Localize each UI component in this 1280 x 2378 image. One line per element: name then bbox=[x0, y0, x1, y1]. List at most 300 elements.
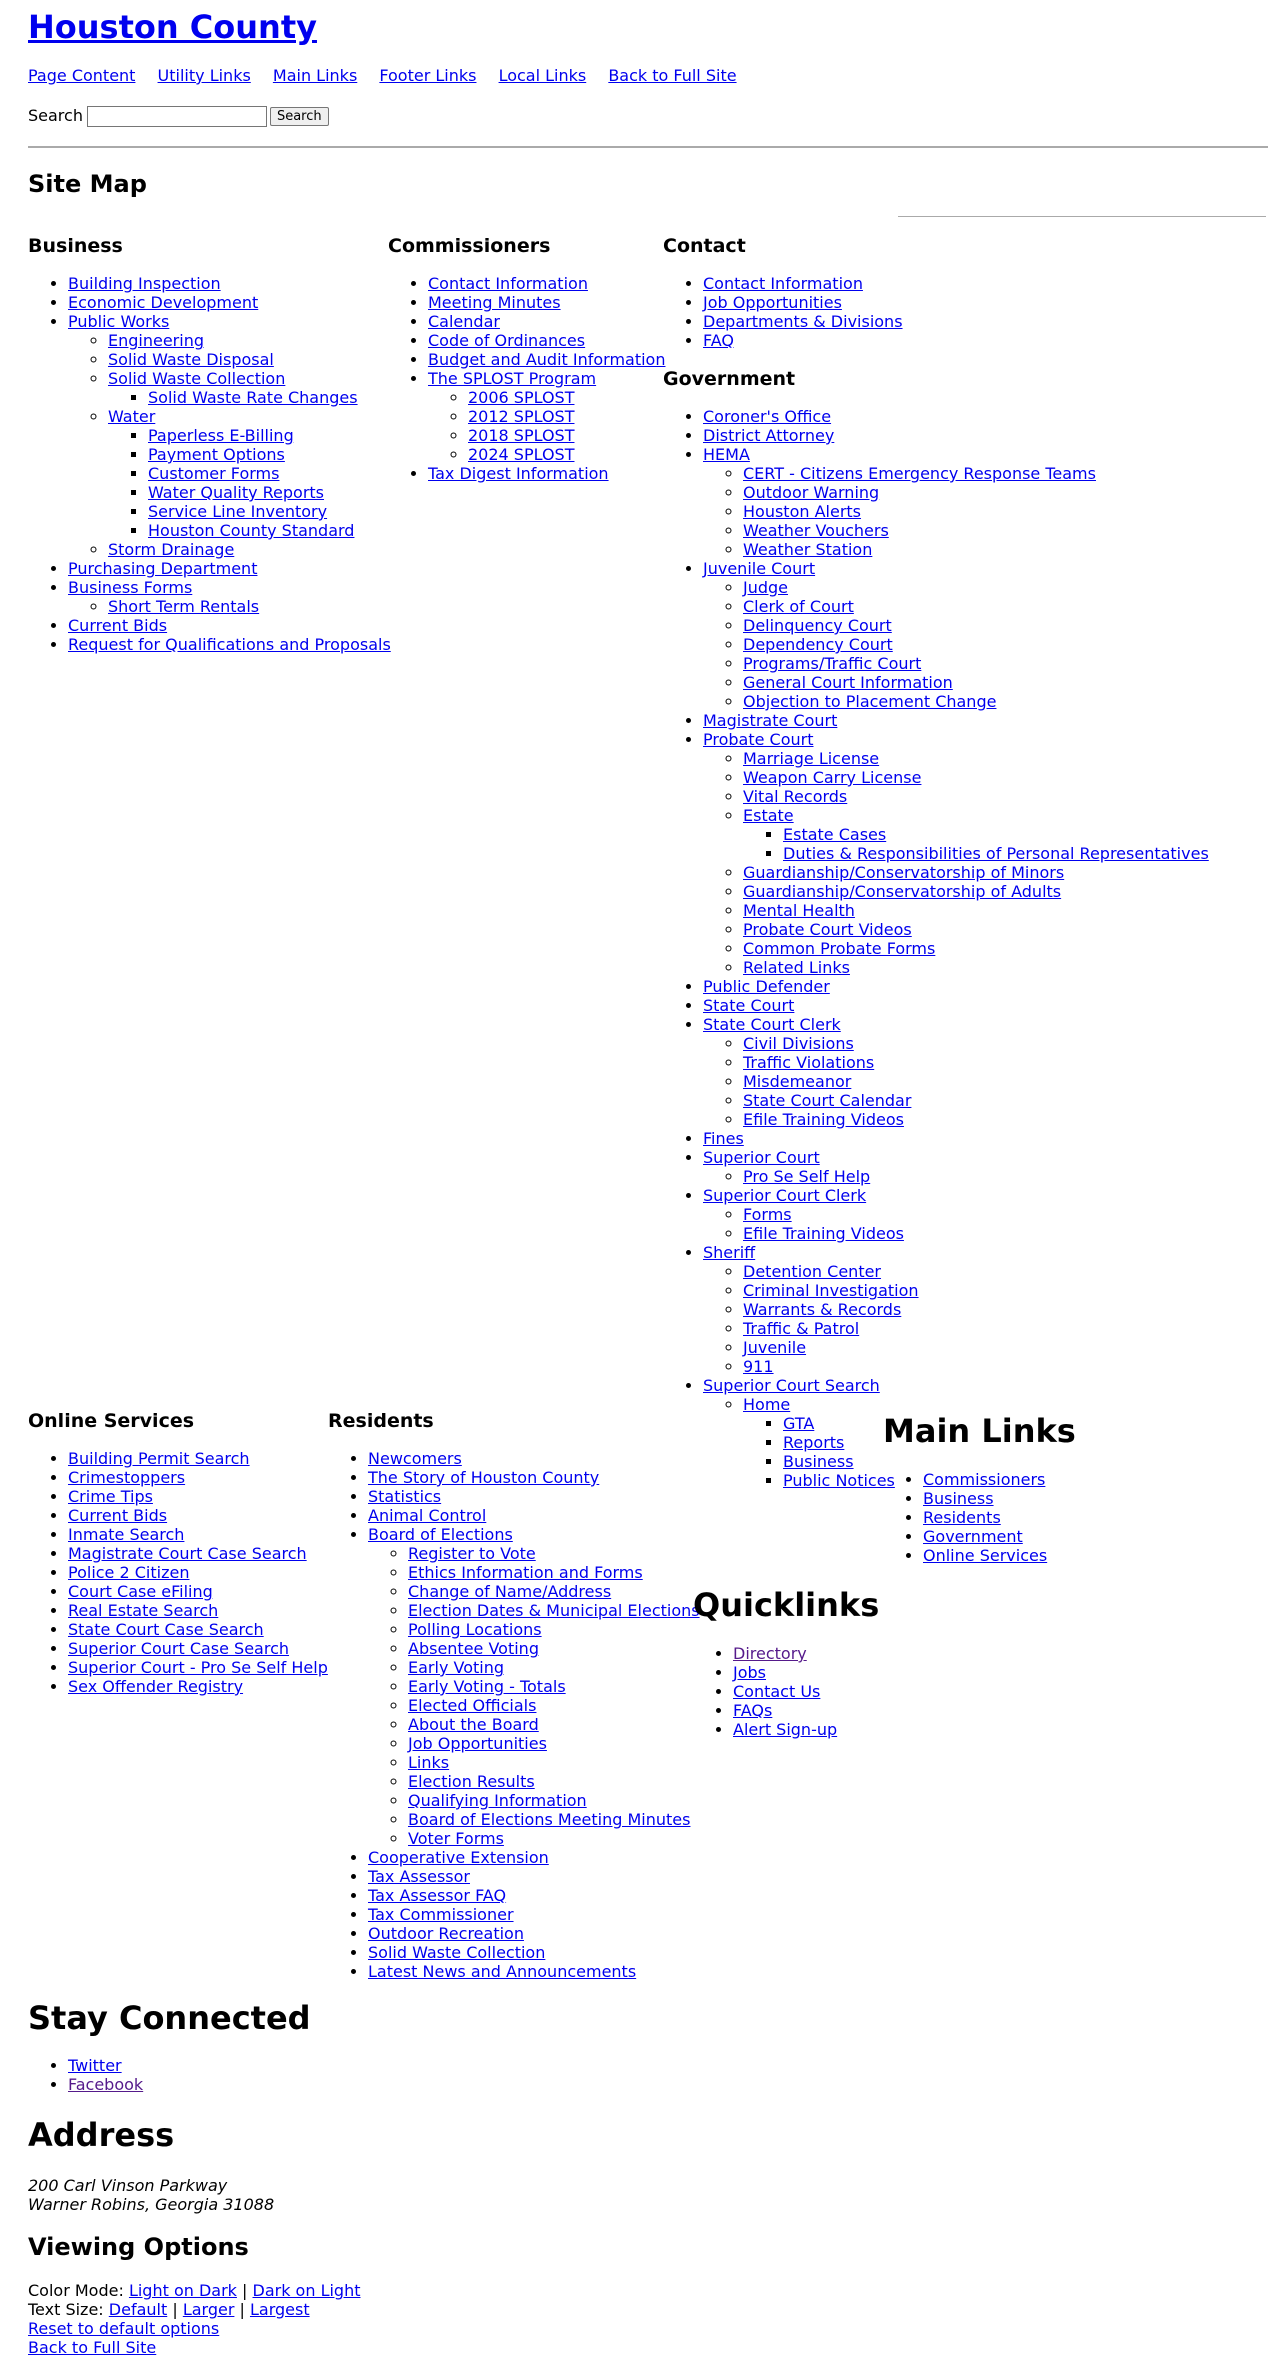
list-item bbox=[743, 464, 1209, 483]
list-item bbox=[743, 1319, 1209, 1338]
list-item bbox=[743, 502, 1209, 521]
economic-development-link[interactable]: Economic Development bbox=[68, 293, 259, 312]
skip-footer-links-link[interactable]: Footer Links bbox=[379, 66, 477, 85]
search-form bbox=[28, 106, 329, 127]
commissioners-heading: Commissioners bbox=[388, 235, 551, 257]
list-item bbox=[408, 1563, 700, 1582]
juvenile-court-link[interactable]: Juvenile Court bbox=[703, 559, 816, 578]
gta-link[interactable]: GTA bbox=[783, 1414, 815, 1433]
engineering-link[interactable]: Engineering bbox=[108, 331, 204, 350]
2024-splost-link[interactable]: 2024 SPLOST bbox=[468, 445, 575, 464]
state-court-case-search-link[interactable]: State Court Case Search bbox=[68, 1620, 264, 1639]
list-item bbox=[428, 331, 665, 350]
traffic-violations-link[interactable]: Traffic Violations bbox=[743, 1053, 875, 1072]
business-forms-link[interactable]: Business Forms bbox=[68, 578, 193, 597]
list-item bbox=[733, 1701, 879, 1720]
pro-se-self-help-link[interactable]: Pro Se Self Help bbox=[743, 1167, 871, 1186]
magistrate-court-case-search-link[interactable]: Magistrate Court Case Search bbox=[68, 1544, 307, 1563]
quicklinks-section bbox=[693, 1586, 879, 1739]
list-item bbox=[743, 616, 1209, 635]
clerk-of-court-link[interactable]: Clerk of Court bbox=[743, 597, 854, 616]
contact-information-link[interactable]: Contact Information bbox=[703, 274, 863, 293]
header-divider bbox=[28, 146, 1268, 148]
state-court-link[interactable]: State Court bbox=[703, 996, 795, 1015]
budget-and-audit-information-link[interactable]: Budget and Audit Information bbox=[428, 350, 666, 369]
commissioners-link[interactable]: Commissioners bbox=[923, 1470, 1046, 1489]
facebook-link[interactable]: Facebook bbox=[68, 2075, 144, 2094]
list-item bbox=[428, 369, 665, 464]
list-item bbox=[743, 1281, 1209, 1300]
list-item bbox=[408, 1639, 700, 1658]
list-item bbox=[68, 635, 391, 654]
list-item bbox=[743, 483, 1209, 502]
list-item bbox=[68, 1582, 328, 1601]
elected-officials-link[interactable]: Elected Officials bbox=[408, 1696, 537, 1715]
board-of-elections-meeting-minutes-link[interactable]: Board of Elections Meeting Minutes bbox=[408, 1810, 691, 1829]
weather-vouchers-link[interactable]: Weather Vouchers bbox=[743, 521, 889, 540]
misdemeanor-link[interactable]: Misdemeanor bbox=[743, 1072, 852, 1091]
page-title: Site Map bbox=[28, 170, 147, 198]
list-item bbox=[368, 1924, 700, 1943]
list-item bbox=[743, 1224, 1209, 1243]
residents-link[interactable]: Residents bbox=[923, 1508, 1001, 1527]
list-item bbox=[468, 426, 665, 445]
sub-list bbox=[68, 331, 391, 559]
sub-list bbox=[108, 388, 391, 407]
programs-traffic-court-link[interactable]: Programs/Traffic Court bbox=[743, 654, 922, 673]
job-opportunities-link[interactable]: Job Opportunities bbox=[703, 293, 842, 312]
the-story-of-houston-county-link[interactable]: The Story of Houston County bbox=[368, 1468, 600, 1487]
list-item bbox=[408, 1677, 700, 1696]
quicklinks-heading: Quicklinks bbox=[693, 1586, 880, 1624]
crime-tips-link[interactable]: Crime Tips bbox=[68, 1487, 153, 1506]
mental-health-link[interactable]: Mental Health bbox=[743, 901, 855, 920]
change-of-name-address-link[interactable]: Change of Name/Address bbox=[408, 1582, 612, 1601]
cooperative-extension-link[interactable]: Cooperative Extension bbox=[368, 1848, 549, 1867]
list-item bbox=[923, 1508, 1076, 1527]
main-links-heading: Main Links bbox=[883, 1412, 1076, 1450]
current-bids-link[interactable]: Current Bids bbox=[68, 1506, 168, 1525]
commissioners-section bbox=[388, 235, 665, 483]
government-link[interactable]: Government bbox=[923, 1527, 1023, 1546]
list-item bbox=[428, 312, 665, 331]
list-item bbox=[703, 1129, 1209, 1148]
cert-citizens-emergency-response-teams-link[interactable]: CERT - Citizens Emergency Response Teams bbox=[743, 464, 1096, 483]
list-item bbox=[743, 1262, 1209, 1281]
list-item bbox=[108, 331, 391, 350]
home-link[interactable]: Home bbox=[743, 1395, 791, 1414]
forms-link[interactable]: Forms bbox=[743, 1205, 792, 1224]
judge-link[interactable]: Judge bbox=[743, 578, 789, 597]
list-item bbox=[703, 711, 1209, 730]
jobs-link[interactable]: Jobs bbox=[733, 1663, 766, 1682]
probate-court-videos-link[interactable]: Probate Court Videos bbox=[743, 920, 912, 939]
site-title bbox=[28, 9, 317, 45]
list-item bbox=[68, 1563, 328, 1582]
building-permit-search-link[interactable]: Building Permit Search bbox=[68, 1449, 250, 1468]
list-item bbox=[743, 1338, 1209, 1357]
list-item bbox=[408, 1829, 700, 1848]
houston-county-standard-link[interactable]: Houston County Standard bbox=[148, 521, 355, 540]
faq-link[interactable]: FAQ bbox=[703, 331, 734, 350]
weapon-carry-license-link[interactable]: Weapon Carry License bbox=[743, 768, 922, 787]
coroner-s-office-link[interactable]: Coroner's Office bbox=[703, 407, 832, 426]
list-item bbox=[408, 1582, 700, 1601]
list-item bbox=[68, 616, 391, 635]
job-opportunities-link[interactable]: Job Opportunities bbox=[408, 1734, 547, 1753]
twitter-link[interactable]: Twitter bbox=[68, 2056, 122, 2075]
links-link[interactable]: Links bbox=[408, 1753, 450, 1772]
water-link[interactable]: Water bbox=[108, 407, 156, 426]
911-link[interactable]: 911 bbox=[743, 1357, 774, 1376]
crimestoppers-link[interactable]: Crimestoppers bbox=[68, 1468, 186, 1487]
search-label: Search bbox=[28, 106, 83, 125]
inmate-search-link[interactable]: Inmate Search bbox=[68, 1525, 185, 1544]
text-size-default-link[interactable]: Default bbox=[108, 2300, 168, 2319]
business-link[interactable]: Business bbox=[783, 1452, 854, 1471]
list-item bbox=[743, 1300, 1209, 1319]
detention-center-link[interactable]: Detention Center bbox=[743, 1262, 882, 1281]
estate-cases-link[interactable]: Estate Cases bbox=[783, 825, 887, 844]
houston-alerts-link[interactable]: Houston Alerts bbox=[743, 502, 862, 521]
superior-court-case-search-link[interactable]: Superior Court Case Search bbox=[68, 1639, 290, 1658]
sheriff-link[interactable]: Sheriff bbox=[703, 1243, 756, 1262]
superior-court-search-link[interactable]: Superior Court Search bbox=[703, 1376, 880, 1395]
text-size-larger-link[interactable]: Larger bbox=[182, 2300, 235, 2319]
warrants-and-records-link[interactable]: Warrants & Records bbox=[743, 1300, 902, 1319]
viewing-options: Color Mode: Light on Dark | Dark on Light Text Size: Default | Larger | Largest Reset to default options Back to Full Site bbox=[28, 2281, 361, 2357]
request-for-qualifications-and-proposals-link[interactable]: Request for Qualifications and Proposals bbox=[68, 635, 391, 654]
list-item bbox=[743, 882, 1209, 901]
list-item bbox=[743, 1357, 1209, 1376]
early-voting-link[interactable]: Early Voting bbox=[408, 1658, 504, 1677]
common-probate-forms-link[interactable]: Common Probate Forms bbox=[743, 939, 936, 958]
list-item bbox=[703, 445, 1209, 559]
business-heading: Business bbox=[28, 235, 123, 257]
solid-waste-collection-link[interactable]: Solid Waste Collection bbox=[368, 1943, 546, 1962]
register-to-vote-link[interactable]: Register to Vote bbox=[408, 1544, 536, 1563]
list-item bbox=[743, 958, 1209, 977]
list-item bbox=[468, 445, 665, 464]
list-item bbox=[368, 1943, 700, 1962]
court-case-efiling-link[interactable]: Court Case eFiling bbox=[68, 1582, 213, 1601]
residents-section bbox=[328, 1410, 700, 1981]
light-on-dark-link[interactable]: Light on Dark bbox=[128, 2281, 237, 2300]
list-item bbox=[923, 1527, 1076, 1546]
superior-court-clerk-link[interactable]: Superior Court Clerk bbox=[703, 1186, 867, 1205]
list-item bbox=[148, 521, 391, 540]
2018-splost-link[interactable]: 2018 SPLOST bbox=[468, 426, 575, 445]
guardianship-conservatorship-of-minors-link[interactable]: Guardianship/Conservatorship of Minors bbox=[743, 863, 1065, 882]
meeting-minutes-link[interactable]: Meeting Minutes bbox=[428, 293, 561, 312]
public-notices-link[interactable]: Public Notices bbox=[783, 1471, 895, 1490]
traffic-and-patrol-link[interactable]: Traffic & Patrol bbox=[743, 1319, 860, 1338]
marriage-license-link[interactable]: Marriage License bbox=[743, 749, 880, 768]
list-item bbox=[148, 483, 391, 502]
list-item bbox=[783, 844, 1209, 863]
list-item bbox=[148, 502, 391, 521]
skip-local-links-link[interactable]: Local Links bbox=[498, 66, 587, 85]
list-item bbox=[408, 1715, 700, 1734]
sub-list bbox=[368, 1544, 700, 1848]
list-item bbox=[368, 1905, 700, 1924]
list-item bbox=[108, 369, 391, 407]
list-item bbox=[468, 407, 665, 426]
statistics-link[interactable]: Statistics bbox=[368, 1487, 442, 1506]
customer-forms-link[interactable]: Customer Forms bbox=[148, 464, 280, 483]
list-item bbox=[743, 1034, 1209, 1053]
civil-divisions-link[interactable]: Civil Divisions bbox=[743, 1034, 854, 1053]
skip-navigation bbox=[28, 66, 754, 85]
main-links-list bbox=[883, 1470, 1076, 1565]
list-item bbox=[743, 654, 1209, 673]
sub-list bbox=[703, 464, 1209, 559]
payment-options-link[interactable]: Payment Options bbox=[148, 445, 285, 464]
paperless-e-billing-link[interactable]: Paperless E-Billing bbox=[148, 426, 294, 445]
list-item bbox=[148, 464, 391, 483]
fines-link[interactable]: Fines bbox=[703, 1129, 744, 1148]
departments-and-divisions-link[interactable]: Departments & Divisions bbox=[703, 312, 903, 331]
list-item bbox=[68, 1544, 328, 1563]
list-item bbox=[743, 692, 1209, 711]
sex-offender-registry-link[interactable]: Sex Offender Registry bbox=[68, 1677, 244, 1696]
list-item bbox=[68, 274, 391, 293]
public-works-link[interactable]: Public Works bbox=[68, 312, 170, 331]
list-item bbox=[783, 825, 1209, 844]
list-item bbox=[368, 1506, 700, 1525]
list-item bbox=[408, 1753, 700, 1772]
list-item bbox=[703, 730, 1209, 977]
purchasing-department-link[interactable]: Purchasing Department bbox=[68, 559, 258, 578]
list-item bbox=[68, 1658, 328, 1677]
directory-link[interactable]: Directory bbox=[733, 1644, 807, 1663]
about-the-board-link[interactable]: About the Board bbox=[408, 1715, 539, 1734]
list-item bbox=[743, 806, 1209, 863]
search-button[interactable]: Search bbox=[270, 107, 329, 126]
animal-control-link[interactable]: Animal Control bbox=[368, 1506, 487, 1525]
current-bids-link[interactable]: Current Bids bbox=[68, 616, 168, 635]
qualifying-information-link[interactable]: Qualifying Information bbox=[408, 1791, 587, 1810]
government-list bbox=[663, 407, 1209, 1490]
district-attorney-link[interactable]: District Attorney bbox=[703, 426, 835, 445]
delinquency-court-link[interactable]: Delinquency Court bbox=[743, 616, 892, 635]
back-to-full-site-footer-link[interactable]: Back to Full Site bbox=[28, 2338, 157, 2357]
real-estate-search-link[interactable]: Real Estate Search bbox=[68, 1601, 219, 1620]
back-to-full-site-link[interactable]: Back to Full Site bbox=[608, 66, 737, 85]
list-item bbox=[428, 350, 665, 369]
service-line-inventory-link[interactable]: Service Line Inventory bbox=[148, 502, 328, 521]
site-title-link[interactable]: Houston County bbox=[28, 8, 317, 46]
online-services-heading: Online Services bbox=[28, 1410, 195, 1432]
sub-list bbox=[703, 1205, 1209, 1243]
sitemap-divider bbox=[898, 216, 1266, 217]
list-item bbox=[68, 1620, 328, 1639]
address-block bbox=[28, 2176, 274, 2214]
criminal-investigation-link[interactable]: Criminal Investigation bbox=[743, 1281, 919, 1300]
storm-drainage-link[interactable]: Storm Drainage bbox=[108, 540, 235, 559]
contact-heading: Contact bbox=[663, 235, 746, 257]
absentee-voting-link[interactable]: Absentee Voting bbox=[408, 1639, 539, 1658]
contact-information-link[interactable]: Contact Information bbox=[428, 274, 588, 293]
list-item bbox=[743, 1091, 1209, 1110]
tax-assessor-link[interactable]: Tax Assessor bbox=[368, 1867, 470, 1886]
solid-waste-collection-link[interactable]: Solid Waste Collection bbox=[108, 369, 286, 388]
vital-records-link[interactable]: Vital Records bbox=[743, 787, 848, 806]
business-list bbox=[28, 274, 391, 654]
list-item bbox=[68, 1449, 328, 1468]
list-item bbox=[703, 559, 1209, 711]
list-item bbox=[428, 274, 665, 293]
list-item bbox=[408, 1734, 700, 1753]
hema-link[interactable]: HEMA bbox=[703, 445, 750, 464]
skip-main-links-link[interactable]: Main Links bbox=[272, 66, 358, 85]
list-item bbox=[743, 521, 1209, 540]
alert-sign-up-link[interactable]: Alert Sign-up bbox=[733, 1720, 838, 1739]
sub-list bbox=[743, 825, 1209, 863]
list-item bbox=[368, 1449, 700, 1468]
list-item bbox=[703, 293, 903, 312]
early-voting-totals-link[interactable]: Early Voting - Totals bbox=[408, 1677, 566, 1696]
list-item bbox=[743, 749, 1209, 768]
list-item bbox=[368, 1867, 700, 1886]
list-item bbox=[408, 1772, 700, 1791]
residents-heading: Residents bbox=[328, 1410, 434, 1432]
list-item bbox=[743, 673, 1209, 692]
business-link[interactable]: Business bbox=[923, 1489, 994, 1508]
list-item bbox=[743, 920, 1209, 939]
list-item bbox=[68, 1525, 328, 1544]
sub-list bbox=[703, 1167, 1209, 1186]
general-court-information-link[interactable]: General Court Information bbox=[743, 673, 953, 692]
duties-and-responsibilities-of-personal-representatives-link[interactable]: Duties & Responsibilities of Personal Representatives bbox=[783, 844, 1209, 863]
tax-assessor-faq-link[interactable]: Tax Assessor FAQ bbox=[368, 1886, 507, 1905]
list-item bbox=[408, 1544, 700, 1563]
election-results-link[interactable]: Election Results bbox=[408, 1772, 535, 1791]
dependency-court-link[interactable]: Dependency Court bbox=[743, 635, 893, 654]
magistrate-court-link[interactable]: Magistrate Court bbox=[703, 711, 838, 730]
reset-options-link[interactable]: Reset to default options bbox=[28, 2319, 220, 2338]
online-services-list bbox=[28, 1449, 328, 1696]
list-item bbox=[408, 1810, 700, 1829]
list-item bbox=[68, 1639, 328, 1658]
list-item bbox=[703, 331, 903, 350]
stay-connected-list bbox=[28, 2056, 143, 2094]
polling-locations-link[interactable]: Polling Locations bbox=[408, 1620, 542, 1639]
list-item bbox=[703, 274, 903, 293]
solid-waste-disposal-link[interactable]: Solid Waste Disposal bbox=[108, 350, 274, 369]
newcomers-link[interactable]: Newcomers bbox=[368, 1449, 462, 1468]
list-item bbox=[68, 1487, 328, 1506]
police-2-citizen-link[interactable]: Police 2 Citizen bbox=[68, 1563, 190, 1582]
ethics-information-and-forms-link[interactable]: Ethics Information and Forms bbox=[408, 1563, 643, 1582]
estate-link[interactable]: Estate bbox=[743, 806, 794, 825]
list-item bbox=[733, 1720, 879, 1739]
outdoor-recreation-link[interactable]: Outdoor Recreation bbox=[368, 1924, 524, 1943]
faqs-link[interactable]: FAQs bbox=[733, 1701, 773, 1720]
2006-splost-link[interactable]: 2006 SPLOST bbox=[468, 388, 575, 407]
text-size-largest-link[interactable]: Largest bbox=[249, 2300, 310, 2319]
list-item bbox=[68, 559, 391, 578]
online-services-link[interactable]: Online Services bbox=[923, 1546, 1048, 1565]
tax-commissioner-link[interactable]: Tax Commissioner bbox=[368, 1905, 514, 1924]
text-size-label: Text Size: bbox=[28, 2300, 104, 2319]
list-item bbox=[703, 1243, 1209, 1376]
the-splost-program-link[interactable]: The SPLOST Program bbox=[428, 369, 597, 388]
superior-court-pro-se-self-help-link[interactable]: Superior Court - Pro Se Self Help bbox=[68, 1658, 328, 1677]
juvenile-link[interactable]: Juvenile bbox=[743, 1338, 807, 1357]
probate-court-link[interactable]: Probate Court bbox=[703, 730, 814, 749]
address-heading: Address bbox=[28, 2116, 175, 2154]
list-item bbox=[108, 597, 391, 616]
skip-page-content-link[interactable]: Page Content bbox=[28, 66, 136, 85]
list-item bbox=[743, 1205, 1209, 1224]
list-item bbox=[408, 1601, 700, 1620]
building-inspection-link[interactable]: Building Inspection bbox=[68, 274, 221, 293]
dark-on-light-link[interactable]: Dark on Light bbox=[252, 2281, 361, 2300]
list-item bbox=[743, 863, 1209, 882]
list-item bbox=[68, 1677, 328, 1696]
water-quality-reports-link[interactable]: Water Quality Reports bbox=[148, 483, 325, 502]
objection-to-placement-change-link[interactable]: Objection to Placement Change bbox=[743, 692, 997, 711]
list-item bbox=[923, 1546, 1076, 1565]
list-item bbox=[68, 1601, 328, 1620]
efile-training-videos-link[interactable]: Efile Training Videos bbox=[743, 1110, 904, 1129]
color-mode-label: Color Mode: bbox=[28, 2281, 124, 2300]
list-item bbox=[148, 445, 391, 464]
election-dates-and-municipal-elections-link[interactable]: Election Dates & Municipal Elections bbox=[408, 1601, 700, 1620]
reports-link[interactable]: Reports bbox=[783, 1433, 845, 1452]
superior-court-link[interactable]: Superior Court bbox=[703, 1148, 820, 1167]
public-defender-link[interactable]: Public Defender bbox=[703, 977, 830, 996]
list-item bbox=[703, 1148, 1209, 1186]
related-links-link[interactable]: Related Links bbox=[743, 958, 850, 977]
list-item bbox=[368, 1487, 700, 1506]
list-item bbox=[368, 1962, 700, 1981]
state-court-calendar-link[interactable]: State Court Calendar bbox=[743, 1091, 912, 1110]
calendar-link[interactable]: Calendar bbox=[428, 312, 500, 331]
code-of-ordinances-link[interactable]: Code of Ordinances bbox=[428, 331, 586, 350]
contact-us-link[interactable]: Contact Us bbox=[733, 1682, 821, 1701]
contact-section bbox=[663, 235, 903, 350]
board-of-elections-link[interactable]: Board of Elections bbox=[368, 1525, 513, 1544]
voter-forms-link[interactable]: Voter Forms bbox=[408, 1829, 504, 1848]
list-item bbox=[148, 426, 391, 445]
list-item bbox=[68, 312, 391, 559]
short-term-rentals-link[interactable]: Short Term Rentals bbox=[108, 597, 260, 616]
list-item bbox=[703, 426, 1209, 445]
2012-splost-link[interactable]: 2012 SPLOST bbox=[468, 407, 575, 426]
sub-list bbox=[68, 597, 391, 616]
efile-training-videos-link[interactable]: Efile Training Videos bbox=[743, 1224, 904, 1243]
sub-list bbox=[703, 578, 1209, 711]
list-item bbox=[703, 312, 903, 331]
weather-station-link[interactable]: Weather Station bbox=[743, 540, 873, 559]
latest-news-and-announcements-link[interactable]: Latest News and Announcements bbox=[368, 1962, 637, 1981]
search-input[interactable] bbox=[87, 106, 267, 127]
solid-waste-rate-changes-link[interactable]: Solid Waste Rate Changes bbox=[148, 388, 358, 407]
list-item bbox=[703, 1015, 1209, 1129]
tax-digest-information-link[interactable]: Tax Digest Information bbox=[428, 464, 609, 483]
sub-list bbox=[703, 749, 1209, 977]
state-court-clerk-link[interactable]: State Court Clerk bbox=[703, 1015, 841, 1034]
guardianship-conservatorship-of-adults-link[interactable]: Guardianship/Conservatorship of Adults bbox=[743, 882, 1062, 901]
list-item bbox=[408, 1620, 700, 1639]
sub-list bbox=[428, 388, 665, 464]
skip-utility-links-link[interactable]: Utility Links bbox=[157, 66, 251, 85]
quicklinks-list bbox=[693, 1644, 879, 1739]
list-item bbox=[733, 1682, 879, 1701]
outdoor-warning-link[interactable]: Outdoor Warning bbox=[743, 483, 880, 502]
